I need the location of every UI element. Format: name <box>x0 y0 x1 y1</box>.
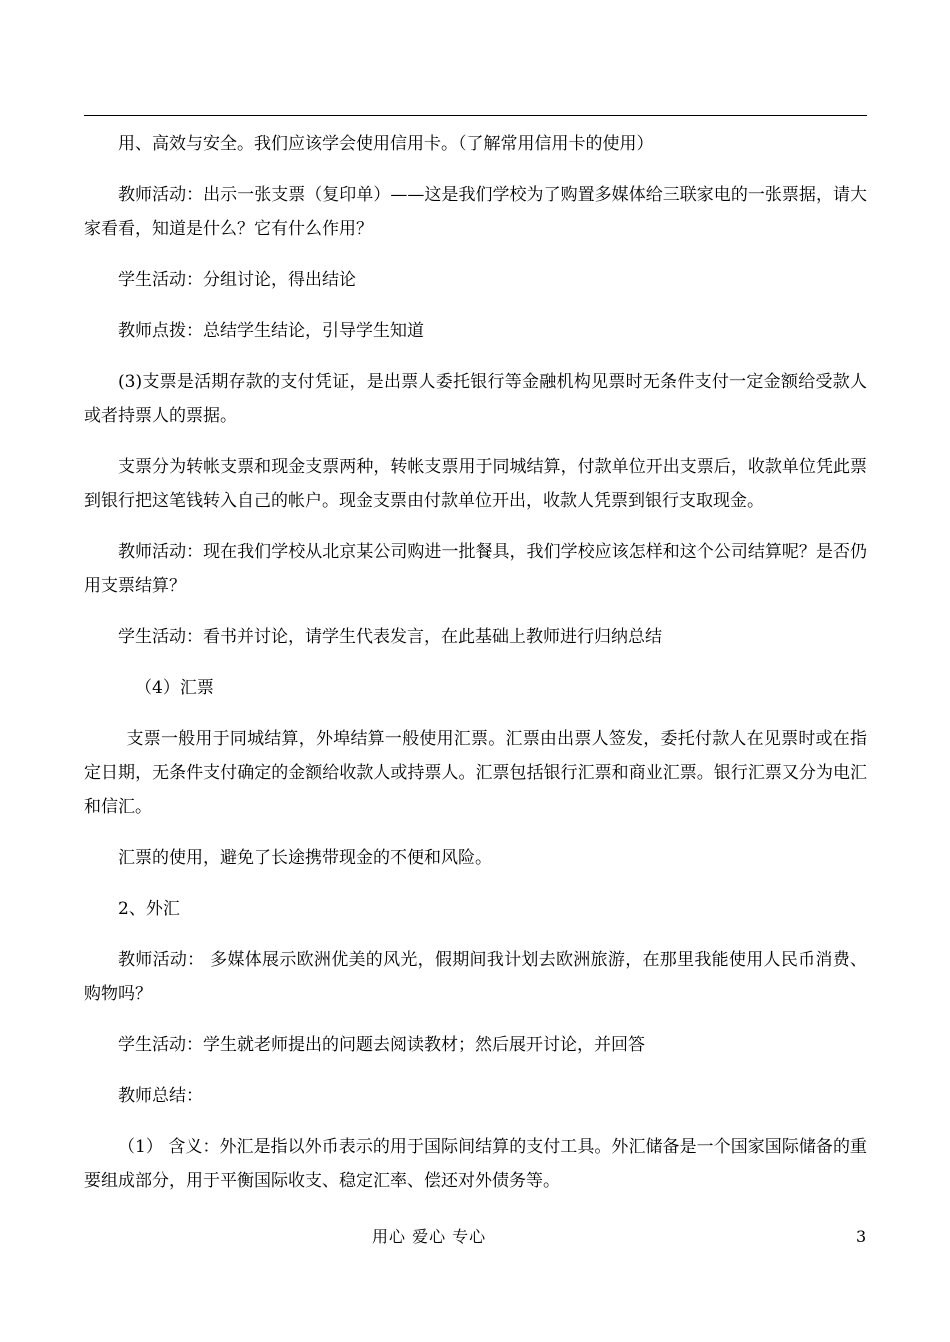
section-heading-waihui: 2、外汇 <box>118 899 180 919</box>
paragraph-10: 支票一般用于同城结算，外埠结算一般使用汇票。汇票由出票人签发，委托付款人在见票时或在指定日期，无条件支付确定的金额给收款人或持票人。汇票包括银行汇票和商业汇票。银行汇票又分为电汇和信汇。 <box>84 729 867 817</box>
paragraph-15: 教师总结： <box>118 1086 203 1106</box>
paragraph-7: 教师活动：现在我们学校从北京某公司购进一批餐具，我们学校应该怎样和这个公司结算呢？是否仍用支票结算？ <box>84 542 867 596</box>
paragraph-1: 用、高效与安全。我们应该学会使用信用卡。（了解常用信用卡的使用） <box>118 134 654 154</box>
header-rule <box>84 115 867 116</box>
footer-motto: 用心 爱心 专心 <box>372 1227 487 1246</box>
paragraph-4: 教师点拨：总结学生结论，引导学生知道 <box>118 321 424 341</box>
paragraph-11: 汇票的使用，避免了长途携带现金的不便和风险。 <box>118 848 492 868</box>
paragraph-2: 教师活动：出示一张支票（复印单）——这是我们学校为了购置多媒体给三联家电的一张票据，请大家看看，知道是什么？它有什么作用？ <box>84 185 867 239</box>
paragraph-6: 支票分为转帐支票和现金支票两种，转帐支票用于同城结算，付款单位开出支票后，收款单位凭此票到银行把这笔钱转入自己的帐户。现金支票由付款单位开出，收款人凭票到银行支取现金。 <box>84 457 867 511</box>
section-heading-huipiao: （4）汇票 <box>135 678 214 698</box>
page-body <box>84 127 867 1215</box>
paragraph-5: (3)支票是活期存款的支付凭证，是出票人委托银行等金融机构见票时无条件支付一定金额给受款人或者持票人的票据。 <box>84 372 867 426</box>
page-number: 3 <box>856 1227 867 1246</box>
page-footer <box>0 1225 950 1249</box>
paragraph-16: （1） 含义：外汇是指以外币表示的用于国际间结算的支付工具。外汇储备是一个国家国际储备的重要组成部分，用于平衡国际收支、稳定汇率、偿还对外债务等。 <box>84 1137 867 1191</box>
paragraph-14: 学生活动：学生就老师提出的问题去阅读教材；然后展开讨论，并回答 <box>118 1035 645 1055</box>
paragraph-3: 学生活动：分组讨论，得出结论 <box>118 270 356 290</box>
paragraph-13: 教师活动： 多媒体展示欧洲优美的风光，假期间我计划去欧洲旅游，在那里我能使用人民币消费、购物吗？ <box>84 950 867 1004</box>
paragraph-8: 学生活动：看书并讨论，请学生代表发言，在此基础上教师进行归纳总结 <box>118 627 662 647</box>
